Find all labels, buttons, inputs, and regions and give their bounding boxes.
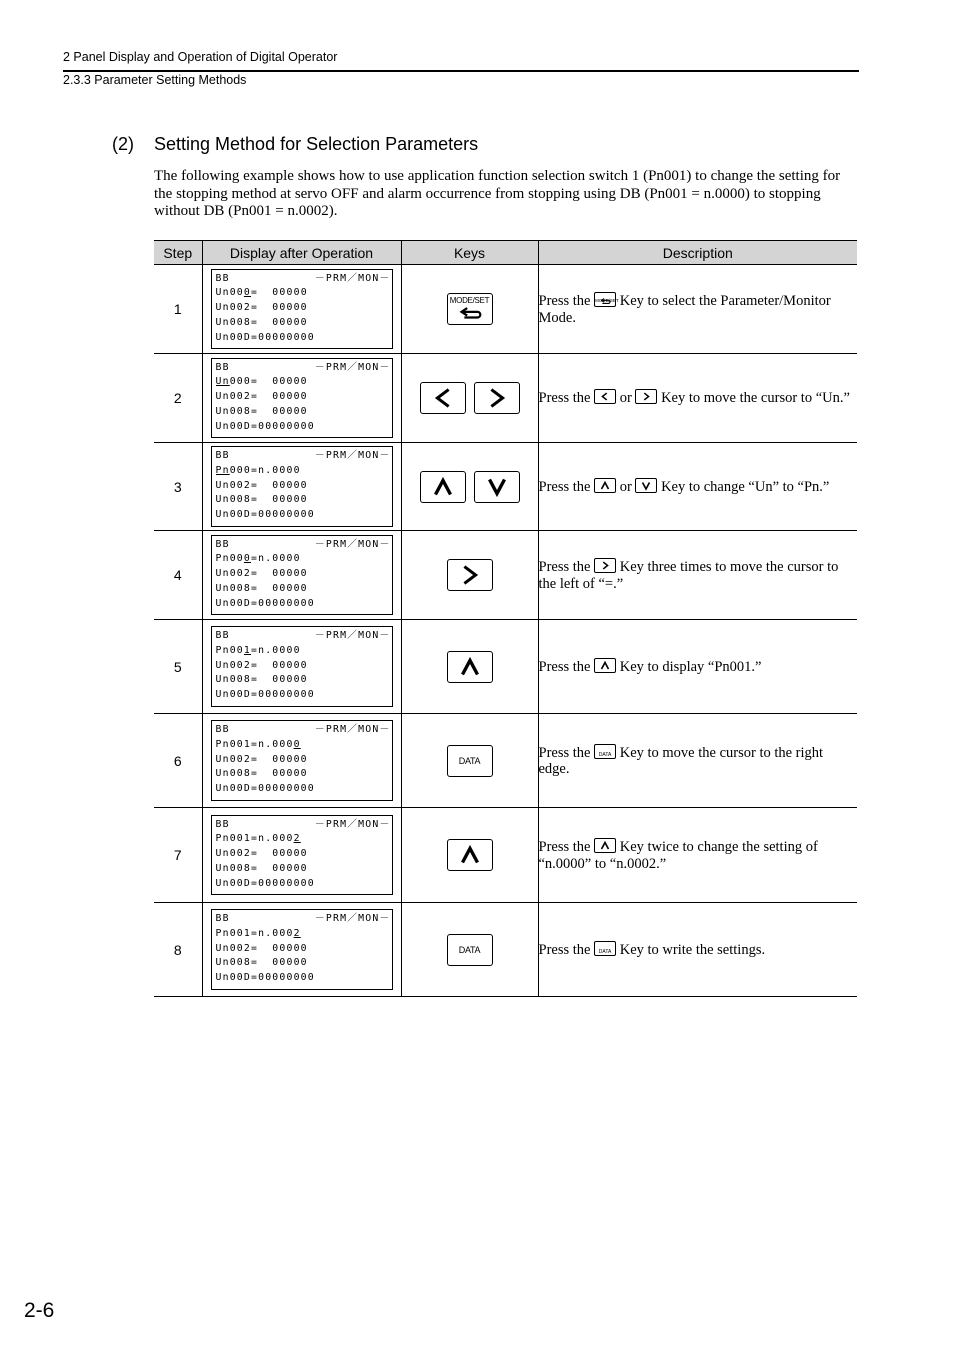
page-number: 2-6	[24, 1299, 55, 1322]
display-line	[216, 832, 392, 847]
up-arrow-key-icon	[420, 471, 466, 503]
inline-data-key-icon	[594, 941, 616, 956]
display-line	[216, 316, 392, 331]
display-text: BB －PRM／MON－	[215, 818, 391, 830]
display-text: Un008= 00000	[215, 316, 308, 328]
display-cell	[202, 808, 401, 903]
display-text: BB －PRM／MON－	[215, 724, 391, 735]
description-text: Key to display “Pn001.”	[616, 658, 762, 675]
description-text: Press the	[538, 293, 595, 309]
description-cell	[538, 443, 857, 531]
table-header-row	[154, 241, 857, 265]
inline-up-arrow-key-icon	[594, 478, 616, 493]
display-line	[216, 464, 392, 479]
display-text: Pn001=n.000	[215, 927, 294, 939]
display-text: Un00D=00000000	[215, 509, 315, 521]
display-line	[216, 390, 392, 405]
display-text: BB －PRM／MON－	[215, 361, 391, 373]
cursor-position: 2	[293, 833, 301, 845]
keys-cell	[401, 714, 538, 808]
up-arrow-key-icon	[447, 839, 493, 871]
step-number: 3	[154, 443, 202, 531]
keys-cell	[401, 620, 538, 714]
display-line	[216, 956, 392, 971]
left-arrow-key-icon	[420, 382, 466, 414]
display-text: Un008= 00000	[215, 674, 308, 686]
display-text: Un008= 00000	[215, 405, 308, 417]
description-cell	[538, 903, 857, 997]
operator-display-panel	[211, 358, 393, 439]
running-header-chapter: 2 Panel Display and Operation of Digital Operator	[63, 50, 338, 64]
section-heading	[112, 134, 478, 155]
description-text: Key to write the settings.	[616, 941, 766, 958]
display-line	[216, 508, 392, 523]
operator-display-panel	[211, 535, 393, 616]
display-text: Un002= 00000	[215, 479, 308, 491]
display-line	[216, 375, 392, 390]
display-line	[216, 538, 392, 553]
down-arrow-key-icon	[474, 471, 520, 503]
table-row	[154, 354, 857, 443]
section-number: (2)	[112, 134, 134, 154]
display-line	[216, 659, 392, 674]
table-row	[154, 903, 857, 997]
display-text: BB －PRM／MON－	[215, 630, 391, 641]
display-line	[216, 877, 392, 892]
display-line	[216, 723, 392, 738]
display-text: 000= 00000	[229, 376, 308, 388]
description-text: Key three times to move the cursor to the left of “=.”	[538, 559, 839, 592]
header-keys: Keys	[401, 241, 538, 265]
inline-up-arrow-key-icon	[594, 658, 616, 673]
step-number: 4	[154, 531, 202, 620]
step-number: 6	[154, 714, 202, 808]
display-text: 000=n.0000	[229, 464, 301, 476]
display-text: Pn001=n.000	[215, 833, 294, 845]
display-line	[216, 644, 392, 659]
display-line	[216, 420, 392, 435]
display-line	[216, 738, 392, 753]
up-arrow-key-icon	[447, 651, 493, 683]
display-cell	[202, 903, 401, 997]
description-cell	[538, 265, 857, 354]
display-line	[216, 449, 392, 464]
cursor-position: 0	[293, 738, 301, 750]
display-text: Un002= 00000	[215, 753, 308, 765]
data-key-label: DATA	[458, 944, 481, 955]
display-line	[216, 405, 392, 420]
inline-data-key-label: DATA	[598, 948, 612, 955]
cursor-position: 0	[243, 553, 252, 565]
step-number: 8	[154, 903, 202, 997]
display-text: Un00D=00000000	[215, 972, 315, 984]
table-row	[154, 714, 857, 808]
description-text: Key to move the cursor to “Un.”	[657, 390, 850, 407]
inline-data-key-icon	[594, 744, 616, 759]
display-cell	[202, 354, 401, 443]
step-number: 7	[154, 808, 202, 903]
inline-right-arrow-key-icon	[594, 558, 616, 573]
display-text: Un008= 00000	[215, 582, 308, 594]
display-text: Un00D=00000000	[215, 689, 315, 701]
display-text: Pn001=n.000	[215, 738, 294, 750]
header-description: Description	[538, 241, 857, 265]
right-arrow-key-icon	[474, 382, 520, 414]
section-title: Setting Method for Selection Parameters	[154, 134, 479, 154]
display-line	[216, 361, 392, 376]
display-text: BB －PRM／MON－	[215, 450, 391, 461]
display-line	[216, 927, 392, 942]
table-row	[154, 531, 857, 620]
description-text: Press the	[538, 744, 595, 761]
display-line	[216, 479, 392, 494]
display-text: Un00D=00000000	[215, 877, 315, 889]
display-text: BB －PRM／MON－	[215, 538, 391, 550]
display-cell	[202, 714, 401, 808]
display-line	[216, 688, 392, 703]
display-text: BB －PRM／MON－	[215, 913, 391, 924]
step-number: 2	[154, 354, 202, 443]
display-text: Un008= 00000	[215, 862, 308, 874]
description-text: Key to move the cursor to the right edge.	[538, 744, 824, 777]
cursor-position: 1	[243, 644, 252, 656]
display-cell	[202, 531, 401, 620]
inline-down-arrow-key-icon	[635, 478, 657, 493]
header-step: Step	[154, 241, 202, 265]
mode-key-label: MODE/SET	[449, 296, 490, 305]
display-line	[216, 331, 392, 346]
display-text: Un008= 00000	[215, 494, 308, 506]
operator-display-panel	[211, 815, 393, 896]
operator-display-panel	[211, 909, 393, 990]
inline-data-key-label: DATA	[598, 751, 612, 758]
display-line	[216, 597, 392, 612]
description-text: Press the	[538, 658, 595, 675]
inline-up-arrow-key-icon	[594, 838, 616, 853]
keys-cell	[401, 354, 538, 443]
description-text: Press the	[538, 478, 595, 495]
display-text: Un008= 00000	[215, 957, 308, 969]
description-text: Press the	[538, 559, 595, 575]
header-rule	[63, 70, 859, 72]
keys-cell	[401, 531, 538, 620]
display-line	[216, 847, 392, 862]
inline-right-arrow-key-icon	[635, 389, 657, 404]
display-line	[216, 767, 392, 782]
step-number: 5	[154, 620, 202, 714]
inline-mode-set-key-icon	[594, 292, 619, 307]
running-header-section: 2.3.3 Parameter Setting Methods	[63, 73, 247, 87]
display-line	[216, 782, 392, 797]
description-text: Press the	[538, 839, 595, 855]
mode-set-key-icon	[447, 293, 493, 325]
display-text: Un00D=00000000	[215, 331, 315, 343]
display-line	[216, 942, 392, 957]
description-text: or	[616, 390, 636, 407]
inline-left-arrow-key-icon	[594, 389, 616, 404]
intro-paragraph: The following example shows how to use application function selection switch 1 (Pn001) to change the setting for the stopping method at servo OFF and alarm occurrence from stopping using DB (Pn001 = n.0000) to stopping without DB (Pn001 = n.0002).	[154, 168, 841, 219]
display-text: Un002= 00000	[215, 942, 308, 954]
display-line	[216, 971, 392, 986]
table-row	[154, 808, 857, 903]
display-line	[216, 286, 392, 301]
display-line	[216, 552, 392, 567]
display-text: Un002= 00000	[215, 391, 308, 403]
display-text: =n.0000	[251, 644, 301, 656]
description-cell	[538, 354, 857, 443]
display-line	[216, 272, 392, 287]
description-text: Key to select the Parameter/Monitor Mode.	[538, 293, 831, 326]
display-line	[216, 493, 392, 508]
display-line	[216, 582, 392, 597]
cursor-position: Un	[215, 376, 230, 388]
data-key-icon	[447, 934, 493, 966]
display-line	[216, 629, 392, 644]
step-number: 1	[154, 265, 202, 354]
description-cell	[538, 808, 857, 903]
right-arrow-key-icon	[447, 559, 493, 591]
description-text: Key to change “Un” to “Pn.”	[657, 478, 830, 495]
description-text: Press the	[538, 390, 595, 407]
data-key-icon	[447, 745, 493, 777]
cursor-position: 0	[243, 287, 252, 299]
display-text: Un002= 00000	[215, 848, 308, 860]
display-text: Un002= 00000	[215, 568, 308, 580]
display-text: Un00	[215, 287, 244, 299]
display-text: Un008= 00000	[215, 768, 308, 780]
display-cell	[202, 265, 401, 354]
description-text: or	[616, 478, 636, 495]
data-key-label: DATA	[458, 755, 481, 766]
display-text: Pn00	[215, 553, 244, 565]
description-text: Press the	[538, 941, 595, 958]
display-text: Un002= 00000	[215, 659, 308, 671]
description-cell	[538, 714, 857, 808]
display-line	[216, 818, 392, 833]
table-row	[154, 620, 857, 714]
keys-cell	[401, 443, 538, 531]
cursor-position: 2	[293, 927, 301, 939]
procedure-table	[154, 240, 857, 997]
inline-mode-key-label: MODE/SET	[595, 298, 619, 303]
display-text: = 00000	[251, 287, 308, 299]
table-row	[154, 265, 857, 354]
display-line	[216, 912, 392, 927]
operator-display-panel	[211, 720, 393, 801]
table-row	[154, 443, 857, 531]
display-line	[216, 862, 392, 877]
display-text: BB －PRM／MON－	[215, 272, 391, 284]
display-text: Un002= 00000	[215, 302, 308, 314]
display-text: Pn00	[215, 644, 244, 656]
display-cell	[202, 620, 401, 714]
description-text: Key twice to change the setting of “n.0000” to “n.0002.”	[538, 839, 818, 872]
display-text: Un00D=00000000	[215, 783, 315, 795]
description-cell	[538, 620, 857, 714]
keys-cell	[401, 265, 538, 354]
operator-display-panel	[211, 626, 393, 707]
cursor-position: Pn	[215, 464, 230, 476]
operator-display-panel	[211, 269, 393, 350]
keys-cell	[401, 903, 538, 997]
display-line	[216, 567, 392, 582]
display-line	[216, 673, 392, 688]
operator-display-panel	[211, 446, 393, 527]
description-cell	[538, 531, 857, 620]
display-text: Un00D=00000000	[215, 420, 315, 432]
header-display: Display after Operation	[202, 241, 401, 265]
display-text: Un00D=00000000	[215, 597, 315, 609]
display-cell	[202, 443, 401, 531]
display-line	[216, 753, 392, 768]
display-line	[216, 301, 392, 316]
display-text: =n.0000	[251, 553, 301, 565]
keys-cell	[401, 808, 538, 903]
